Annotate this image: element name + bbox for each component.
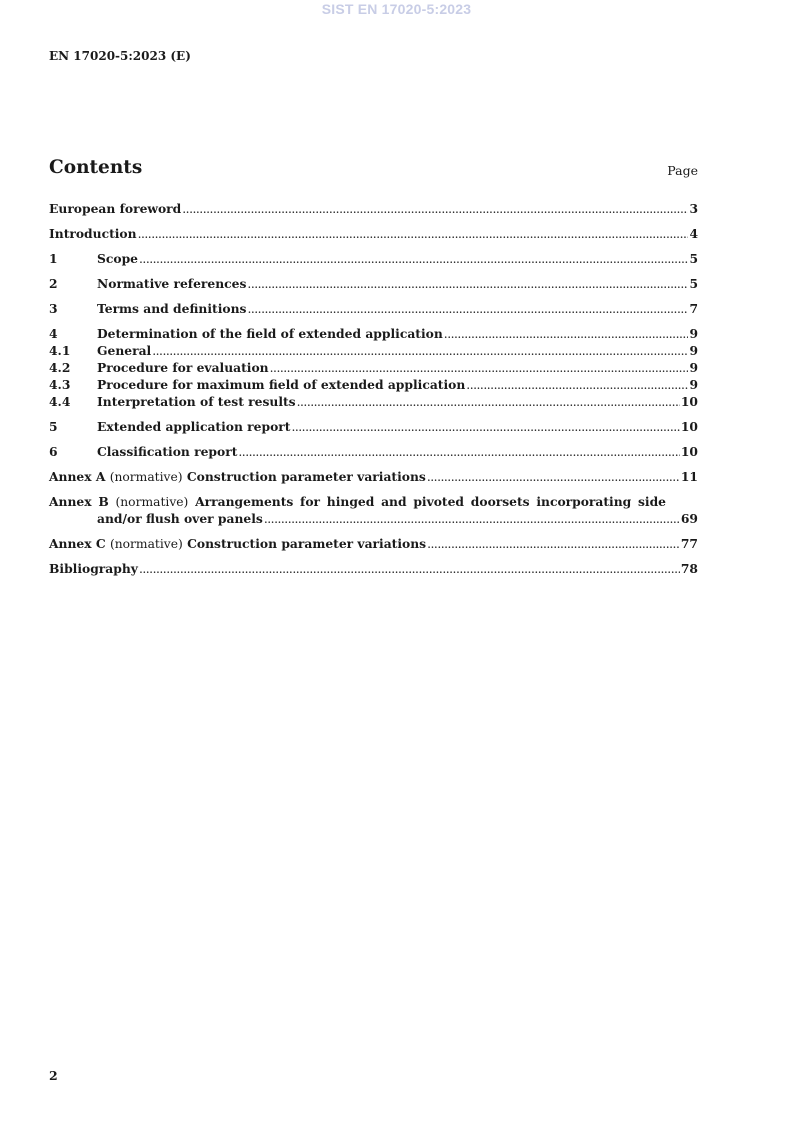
toc-entry-label: Scope: [97, 251, 138, 266]
toc-entry-label: Introduction: [49, 226, 137, 241]
toc-entry-number: 4.4: [49, 394, 71, 409]
toc-entry-label: Determination of the field of extended application: [97, 326, 443, 341]
toc-entry-number: 5: [49, 419, 58, 434]
toc-entry-page: 77: [680, 536, 698, 551]
toc-entry-page: 9: [689, 360, 698, 375]
toc-entry-page: 10: [680, 394, 698, 409]
toc-entry-normative-references[interactable]: [49, 275, 698, 292]
toc-leader-dots: [427, 536, 680, 553]
toc-leader-dots: [297, 394, 680, 411]
toc-leader-dots: [247, 301, 688, 318]
toc-entry-page: 3: [689, 201, 698, 216]
toc-entry-page: 5: [689, 251, 698, 266]
toc-entry-page: 69: [680, 511, 698, 526]
watermark: SIST EN 17020-5:2023: [321, 1, 472, 17]
toc-entry-number: 6: [49, 444, 58, 459]
annex-title: Arrangements for hinged and pivoted doorsets incorporating side: [195, 494, 667, 509]
toc-entry-number: 4.2: [49, 360, 71, 375]
toc-entry-page: 4: [689, 226, 698, 241]
annex-title-continuation: and/or flush over panels: [97, 511, 263, 526]
toc-leader-dots: [238, 444, 679, 461]
toc-entry-page: 9: [689, 343, 698, 358]
annex-kind: (normative): [109, 470, 183, 484]
toc-entry-classification-report[interactable]: [49, 443, 698, 460]
toc-entry-label: [49, 493, 666, 510]
toc-entry-label: European foreword: [49, 201, 182, 216]
toc-leader-dots: [444, 326, 689, 343]
toc-entry-label: Normative references: [97, 276, 247, 291]
toc-leader-dots: [138, 226, 689, 243]
toc-entry-annex-b[interactable]: [49, 493, 698, 510]
toc-entry-annex-b-continuation[interactable]: [49, 510, 698, 527]
toc-entry-page: 10: [680, 419, 698, 434]
annex-prefix: Annex C: [49, 536, 106, 551]
toc-entry-label: Interpretation of test results: [97, 394, 296, 409]
toc-entry-number: 4: [49, 326, 58, 341]
toc-leader-dots: [264, 511, 680, 528]
toc-entry-number: 2: [49, 276, 58, 291]
toc-entry-page: 10: [680, 444, 698, 459]
toc-entry-page: 11: [680, 469, 698, 484]
toc-entry-label: Terms and definitions: [97, 301, 247, 316]
toc-entry-label: Procedure for evaluation: [97, 360, 269, 375]
toc-entry-number: 4.3: [49, 377, 71, 392]
annex-prefix: Annex B: [49, 494, 109, 509]
toc-entry-label: Classification report: [97, 444, 238, 459]
toc-entry-european-foreword[interactable]: [49, 200, 698, 217]
annex-kind: (normative): [109, 537, 183, 551]
document-id: EN 17020-5:2023 (E): [49, 49, 191, 63]
table-of-contents: [49, 200, 698, 577]
annex-title: Construction parameter variations: [187, 536, 427, 551]
toc-entry-page: 7: [689, 301, 698, 316]
contents-heading: Contents: [49, 157, 143, 178]
toc-leader-dots: [152, 343, 688, 360]
toc-entry-general[interactable]: [49, 342, 698, 359]
toc-entry-determination[interactable]: [49, 325, 698, 342]
toc-entry-label: Extended application report: [97, 419, 291, 434]
toc-entry-page: 9: [689, 326, 698, 341]
toc-entry-annex-a[interactable]: [49, 468, 698, 485]
toc-entry-number: 4.1: [49, 343, 71, 358]
annex-kind: (normative): [115, 495, 189, 509]
toc-leader-dots: [247, 276, 688, 293]
toc-entry-label: Procedure for maximum field of extended application: [97, 377, 466, 392]
toc-entry-label: Bibliography: [49, 561, 138, 576]
toc-entry-page: 9: [689, 377, 698, 392]
toc-entry-procedure-evaluation[interactable]: [49, 359, 698, 376]
toc-entry-annex-c[interactable]: [49, 535, 698, 552]
toc-leader-dots: [270, 360, 689, 377]
toc-entry-label: [49, 535, 426, 553]
toc-entry-introduction[interactable]: [49, 225, 698, 242]
toc-leader-dots: [139, 561, 680, 578]
page-number: 2: [49, 1068, 58, 1083]
toc-entry-label: [49, 468, 426, 486]
toc-leader-dots: [291, 419, 679, 436]
toc-entry-interpretation[interactable]: [49, 393, 698, 410]
toc-leader-dots: [182, 201, 688, 218]
toc-leader-dots: [427, 469, 680, 486]
toc-leader-dots: [466, 377, 688, 394]
toc-entry-extended-application-report[interactable]: [49, 418, 698, 435]
toc-entry-bibliography[interactable]: [49, 560, 698, 577]
toc-entry-procedure-maximum-field[interactable]: [49, 376, 698, 393]
annex-title: Construction parameter variations: [186, 469, 426, 484]
annex-prefix: Annex A: [49, 469, 106, 484]
toc-entry-page: 78: [680, 561, 698, 576]
toc-entry-number: 1: [49, 251, 58, 266]
toc-leader-dots: [139, 251, 688, 268]
toc-entry-page: 5: [689, 276, 698, 291]
toc-entry-label: General: [97, 343, 152, 358]
toc-entry-terms-and-definitions[interactable]: [49, 300, 698, 317]
page-column-label: Page: [667, 163, 698, 178]
toc-entry-scope[interactable]: [49, 250, 698, 267]
toc-entry-number: 3: [49, 301, 58, 316]
